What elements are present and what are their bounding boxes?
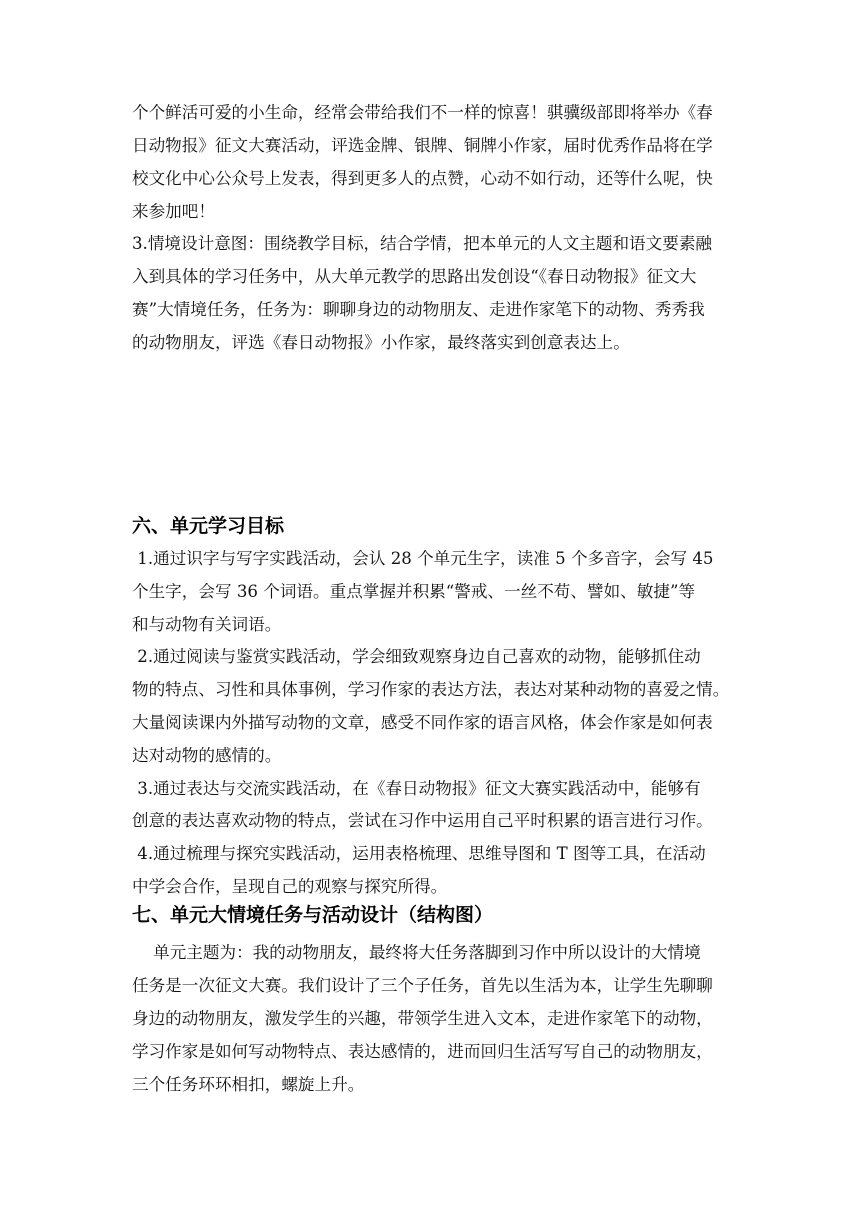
task-line: 学习作家是如何写动物特点、表达感情的，进而回归生活写写自己的动物朋友，: [132, 1042, 713, 1061]
task-line: 单元主题为：我的动物朋友，最终将大任务落脚到习作中所以设计的大情境: [132, 943, 701, 962]
goal-line: 创意的表达喜欢动物的特点，尝试在习作中运用自己平时积累的语言进行习作。: [132, 811, 713, 830]
task-line: 三个任务环环相扣，螺旋上升。: [132, 1075, 365, 1094]
task-line: 身边的动物朋友，激发学生的兴趣，带领学生进入文本，走进作家笔下的动物，: [132, 1009, 713, 1028]
intro-line: 的动物朋友，评选《春日动物报》小作家，最终落实到创意表达上。: [132, 333, 630, 352]
goal-line: 大量阅读课内外描写动物的文章，感受不同作家的语言风格，体会作家是如何表: [132, 713, 713, 732]
intro-line: 来参加吧！: [132, 202, 215, 221]
goal-line: 4.通过梳理与探究实践活动，运用表格梳理、思维导图和 T 图等工具，在活动: [132, 844, 706, 863]
task-line: 任务是一次征文大赛。我们设计了三个子任务，首先以生活为本，让学生先聊聊: [132, 976, 713, 995]
intro-line: 3.情境设计意图：围绕教学目标，结合学情，把本单元的人文主题和语文要素融: [132, 234, 713, 253]
intro-line: 日动物报》征文大赛活动，评选金牌、银牌、铜牌小作家，届时优秀作品将在学: [132, 136, 713, 155]
goal-line: 和与动物有关词语。: [132, 615, 282, 634]
goal-line: 个生字，会写 36 个词语。重点掌握并积累“警戒、一丝不苟、譬如、敏捷”等: [132, 582, 696, 601]
goal-line: 2.通过阅读与鉴赏实践活动，学会细致观察身边自己喜欢的动物，能够抓住动: [132, 647, 701, 666]
section-heading: 七、单元大情境任务与活动设计（结构图）: [132, 904, 494, 926]
goal-line: 中学会合作，呈现自己的观察与探究所得。: [132, 877, 448, 896]
goal-line: 1.通过识字与写字实践活动，会认 28 个单元生字，读准 5 个多音字，会写 45: [132, 549, 714, 568]
intro-line: 入到具体的学习任务中，从大单元教学的思路出发创设“《春日动物报》征文大: [132, 267, 697, 286]
goal-line: 物的特点、习性和具体事例，学习作家的表达方法，表达对某种动物的喜爱之情。: [132, 680, 730, 699]
intro-line: 赛”大情境任务，任务为：聊聊身边的动物朋友、走进作家笔下的动物、秀秀我: [132, 300, 705, 319]
intro-line: 个个鲜活可爱的小生命，经常会带给我们不一样的惊喜！骐骥级部即将举办《春: [132, 103, 713, 122]
section-heading: 六、单元学习目标: [132, 515, 285, 537]
intro-line: 校文化中心公众号上发表，得到更多人的点赞，心动不如行动，还等什么呢，快: [132, 169, 713, 188]
goal-line: 达对动物的感情的。: [132, 746, 282, 765]
goal-line: 3.通过表达与交流实践活动，在《春日动物报》征文大赛实践活动中，能够有: [132, 779, 701, 798]
